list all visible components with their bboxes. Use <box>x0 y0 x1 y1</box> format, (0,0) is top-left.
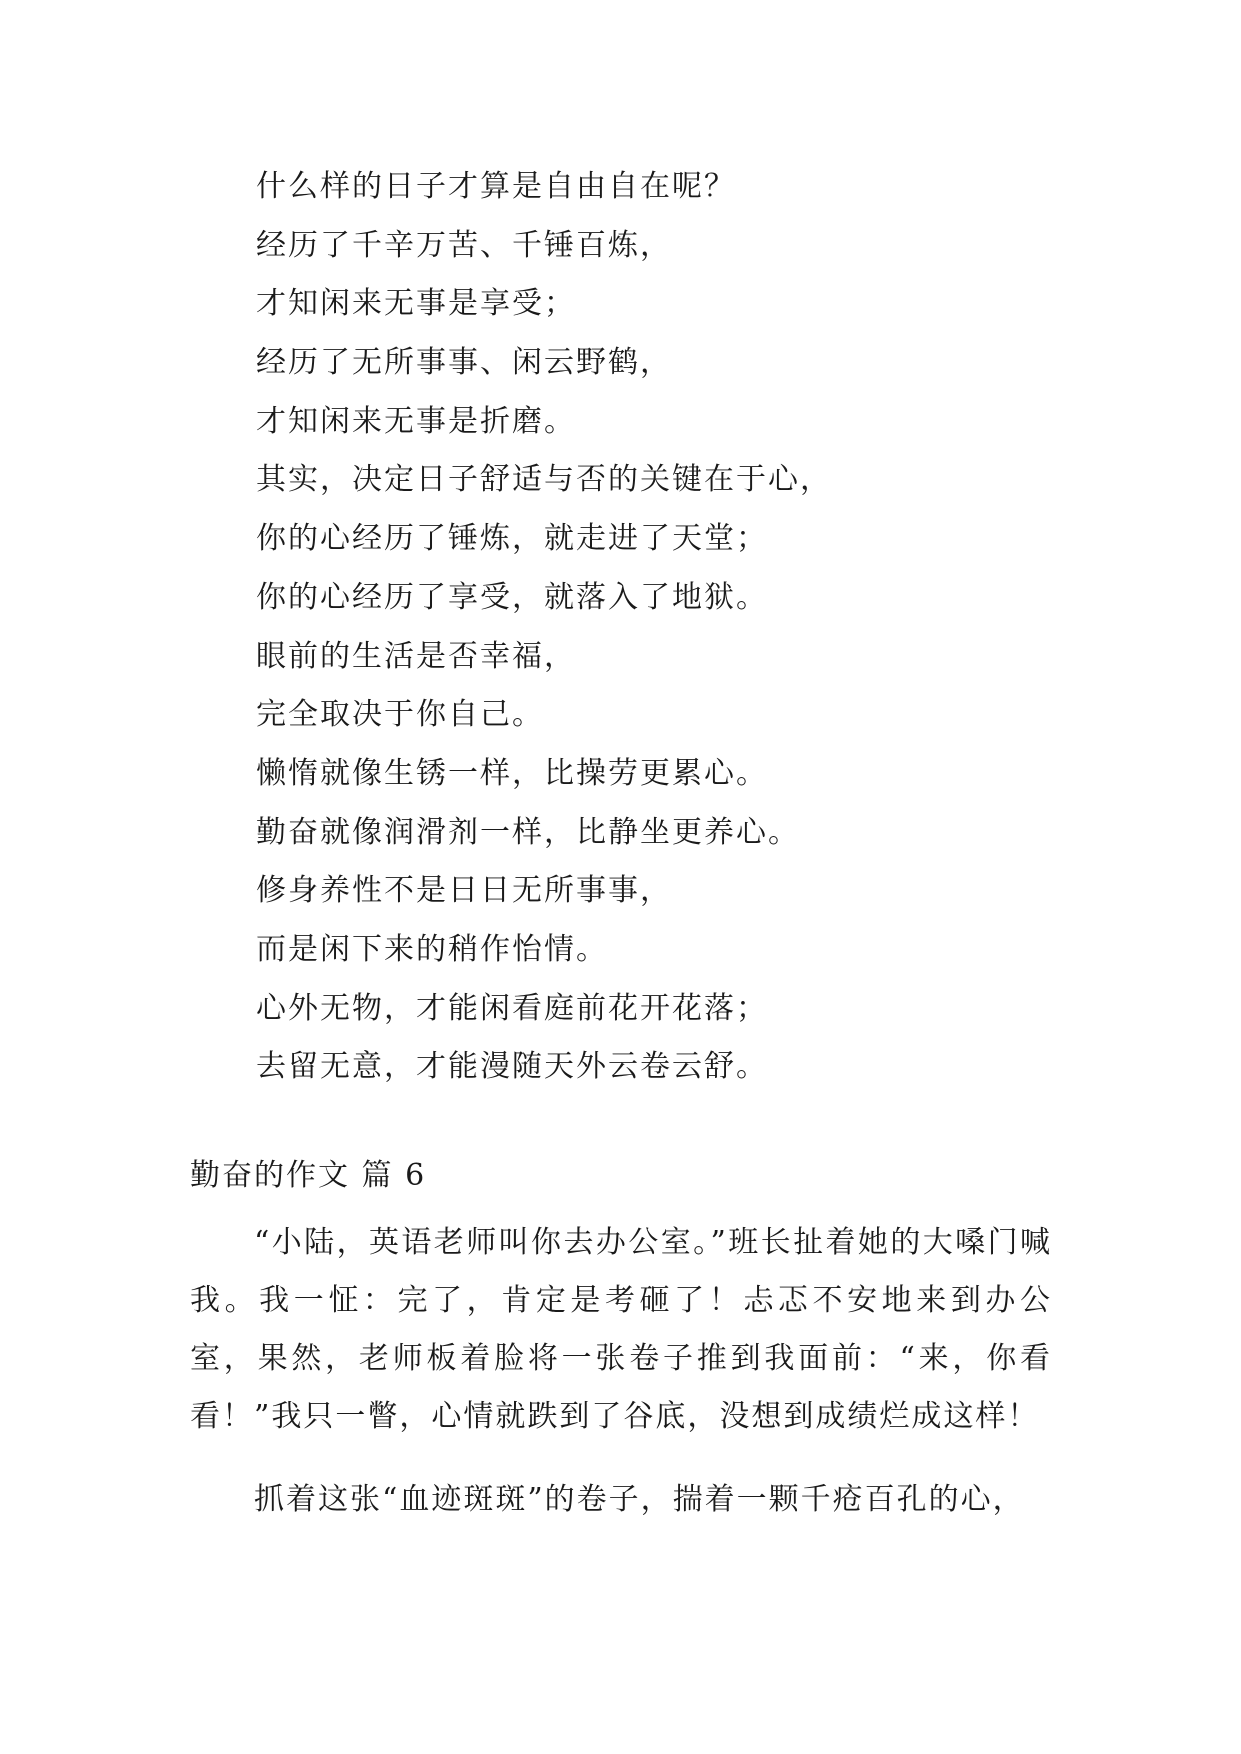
poem-line: 你的心经历了锤炼，就走进了天堂； <box>256 521 768 557</box>
poem-line: 你的心经历了享受，就落入了地狱。 <box>256 579 768 615</box>
paragraph: 抓着这张“血迹斑斑”的卷子，揣着一颗千疮百孔的心， <box>254 1482 1025 1517</box>
poem-line: 修身养性不是日日无所事事， <box>256 873 672 909</box>
poem-line: 懒惰就像生锈一样，比操劳更累心。 <box>256 755 768 791</box>
poem-line: 经历了千辛万苦、千锤百炼， <box>256 227 672 263</box>
poem-line: 其实，决定日子舒适与否的关键在于心， <box>256 462 832 498</box>
poem-line: 什么样的日子才算是自由自在呢？ <box>256 169 736 204</box>
poem-line: 勤奋就像润滑剂一样，比静坐更养心。 <box>256 814 800 850</box>
essay-body <box>190 1214 1052 1529</box>
poem-line: 心外无物，才能闲看庭前花开花落； <box>256 990 768 1026</box>
poem-line: 完全取决于你自己。 <box>256 697 544 733</box>
poem-line: 经历了无所事事、闲云野鹤， <box>256 345 672 381</box>
poem-line: 去留无意，才能漫随天外云卷云舒。 <box>256 1049 768 1085</box>
poem-line: 眼前的生活是否幸福， <box>256 638 576 674</box>
poem-line: 才知闲来无事是折磨。 <box>256 403 576 439</box>
poem <box>256 158 1116 1097</box>
section-title: 勤奋的作文 篇 6 <box>190 1158 427 1193</box>
paragraph: “小陆，英语老师叫你去办公室。”班长扯着她的大嗓门喊我。我一怔：完了，肯定是考砸了！忐忑不安地来到办公室，果然，老师板着脸将一张卷子推到我面前：“来，你看看！”我只一瞥，心情就跌到了谷底，没想到成绩烂成这样！ <box>190 1225 1052 1434</box>
poem-line: 才知闲来无事是享受； <box>256 286 576 322</box>
poem-line: 而是闲下来的稍作怡情。 <box>256 931 608 967</box>
